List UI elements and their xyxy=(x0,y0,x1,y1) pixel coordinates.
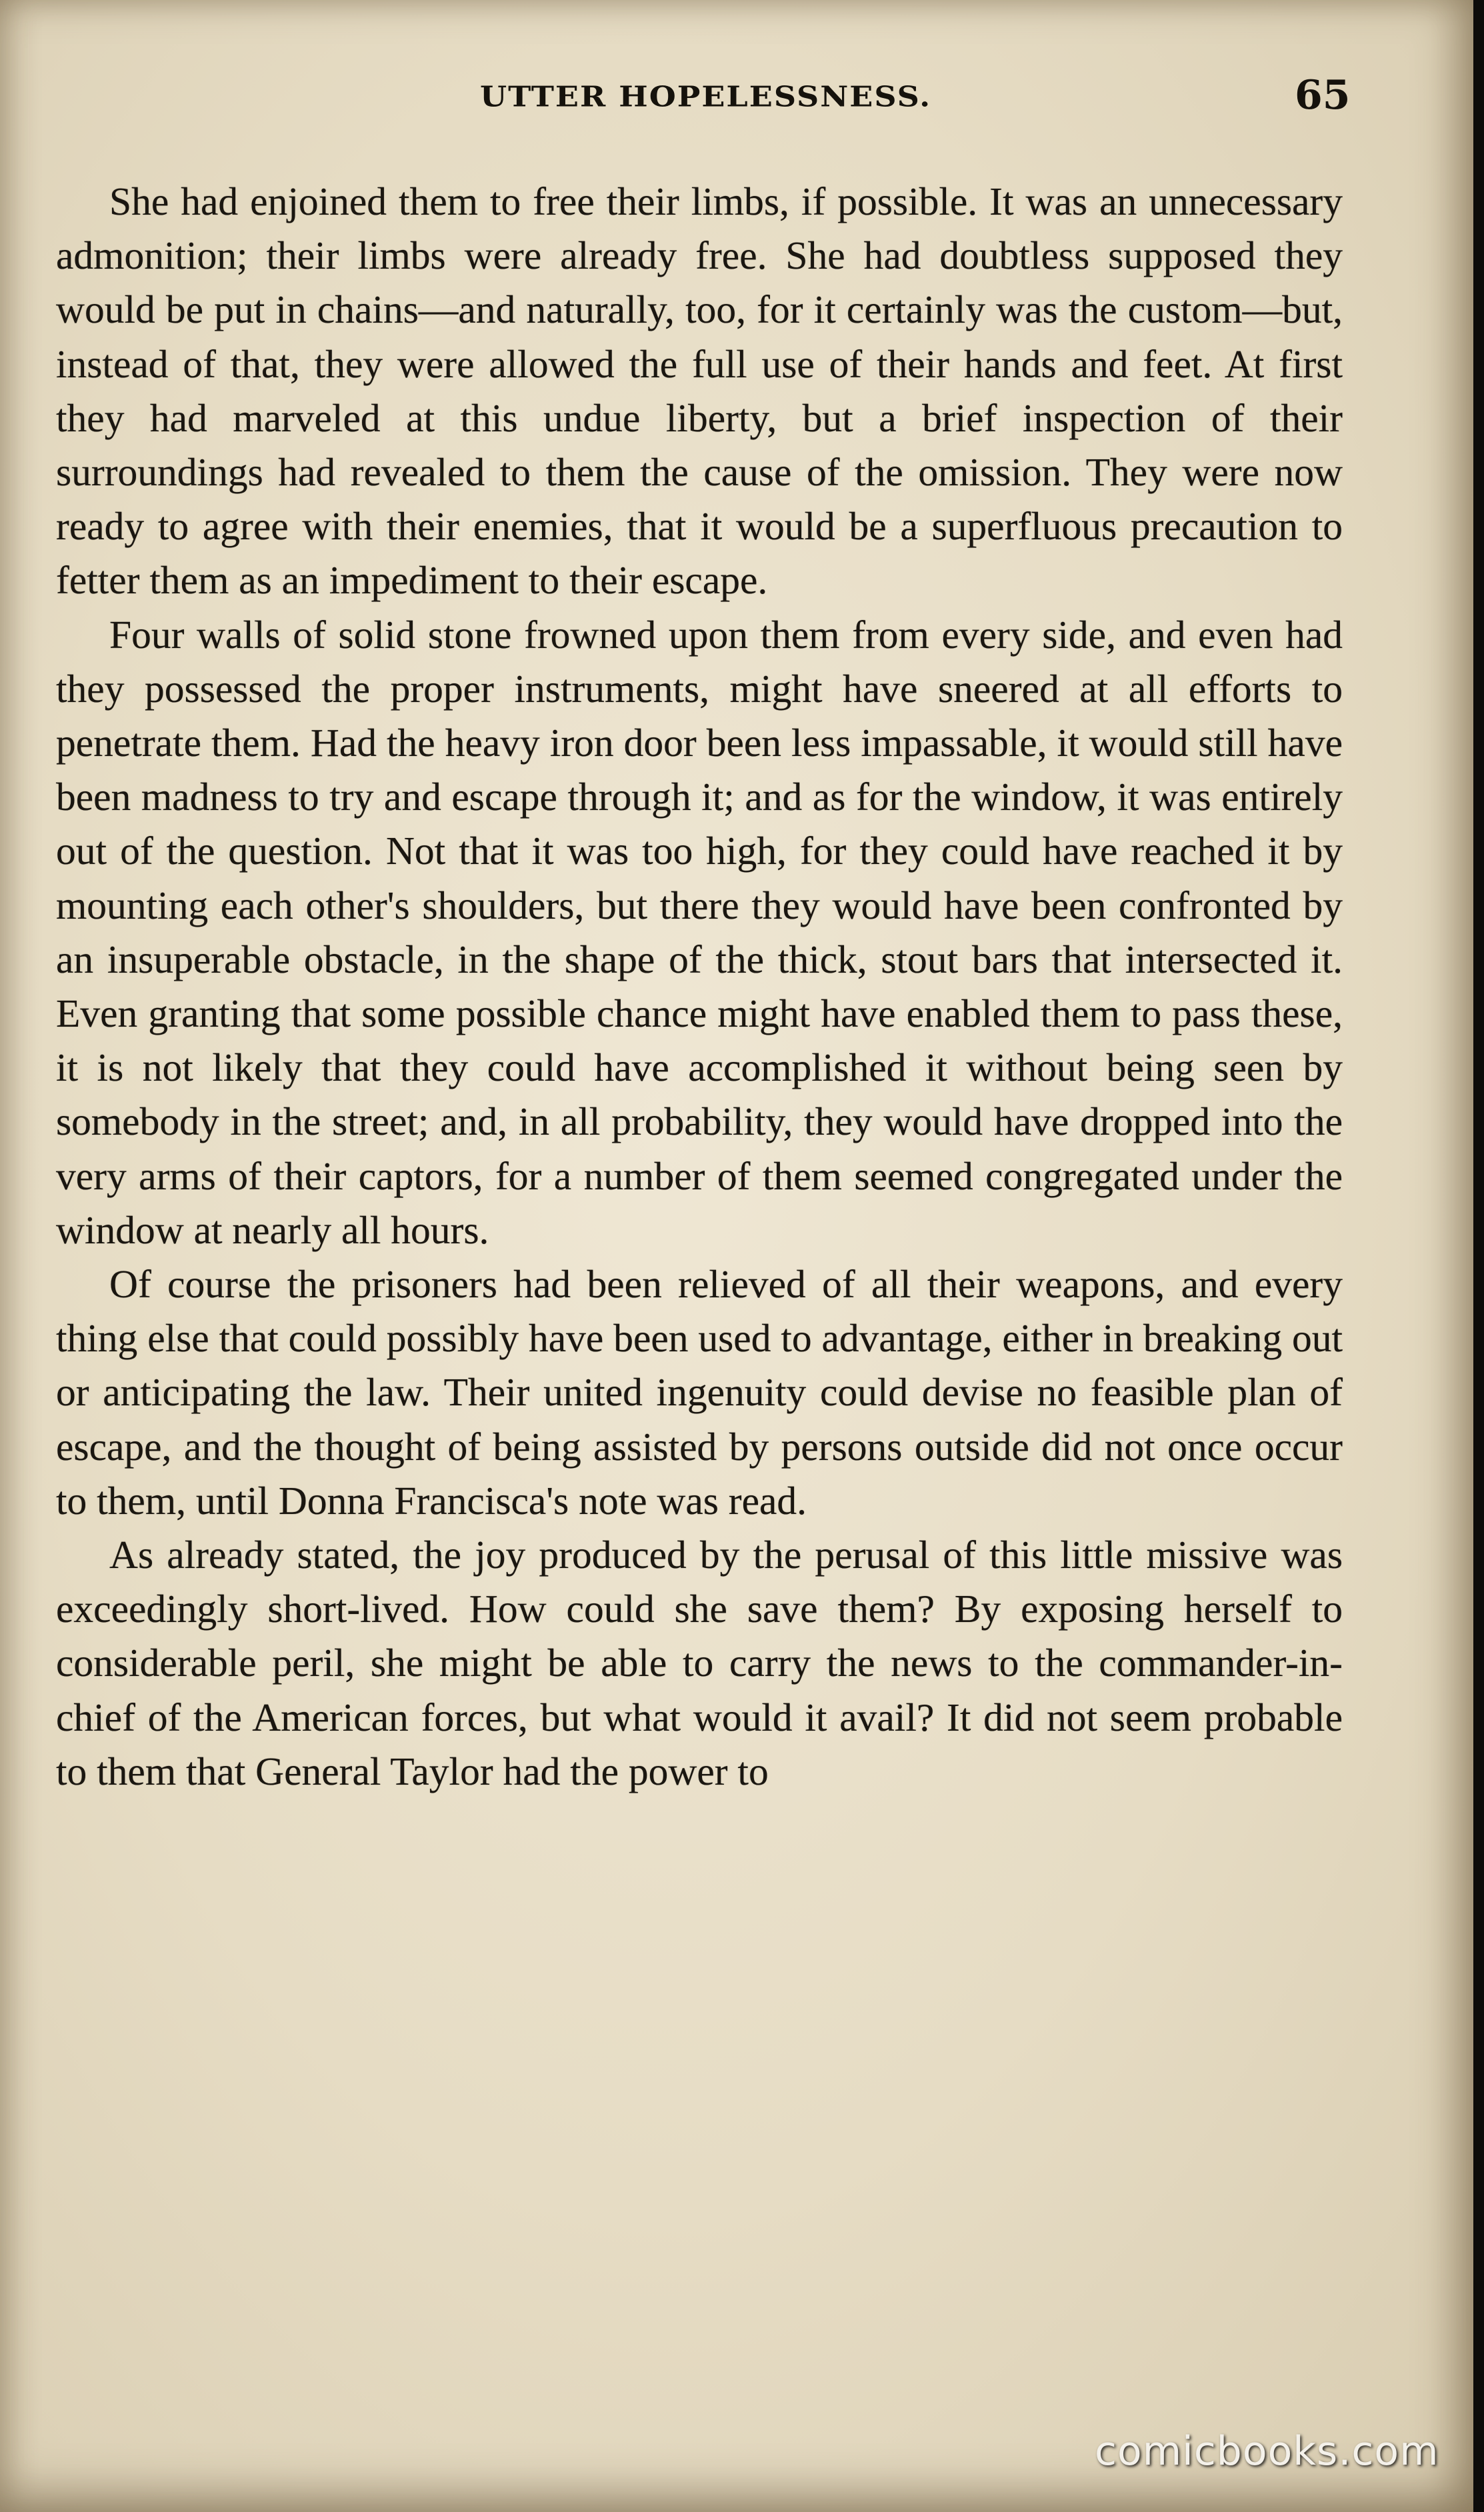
page-header xyxy=(0,72,1473,121)
page-edge xyxy=(1473,0,1484,2512)
running-title: UTTER HOPELESSNESS. xyxy=(480,80,932,113)
paragraph: Four walls of solid stone frowned upon them from every side, and even had they possessed the proper instruments, might have sneered at all efforts to penetrate them. Had the heavy iron door been less impassable, it would still have been madness to try and escape through it; and as for the window, it was entirely out of the question. Not that it was too high, for they could have reached it by mounting each other's shoulders, but there they would have been confronted by an insuperable obstacle, in the shape of the thick, stout bars that intersected it. Even granting that some possible chance might have enabled them to pass these, it is not likely that they could have accomplished it without being seen by somebody in the street; and, in all probability, they would have dropped into the very arms of their captors, for a number of them seemed congregated under the window at nearly all hours. xyxy=(56,612,1343,1252)
paragraph: She had enjoined them to free their limbs, if possible. It was an unnecessary admonition; their limbs were already free. She had doubtless supposed they would be put in chains—and naturally, too, for it certainly was the custom—but, instead of that, they were allowed the full use of their hands and feet. At first they had marveled at this undue liberty, but a brief inspection of their surroundings had revealed to them the cause of the omission. They were now ready to agree with their enemies, that it would be a superfluous precaution to fetter them as an impediment to their escape. xyxy=(56,179,1343,603)
watermark: comicbooks.com xyxy=(1095,2428,1439,2475)
paragraph: As already stated, the joy produced by the perusal of this little missive was exceedingly short-lived. How could she save them? By exposing herself to considerable peril, she might be able to carry the news to the commander-in-chief of the American forces, but what would it avail? It did not seem probable to them that General Taylor had the power to xyxy=(56,1533,1343,1793)
page-number: 65 xyxy=(1295,72,1351,119)
paragraph: Of course the prisoners had been relieved of all their weapons, and every thing else that could possibly have been used to advantage, either in breaking out or anticipating the law. Their united ingenuity could devise no feasible plan of escape, and the thought of being assisted by persons outside did not once occur to them, until Donna Francisca's note was read. xyxy=(56,1262,1343,1523)
body-text xyxy=(56,175,1343,1799)
